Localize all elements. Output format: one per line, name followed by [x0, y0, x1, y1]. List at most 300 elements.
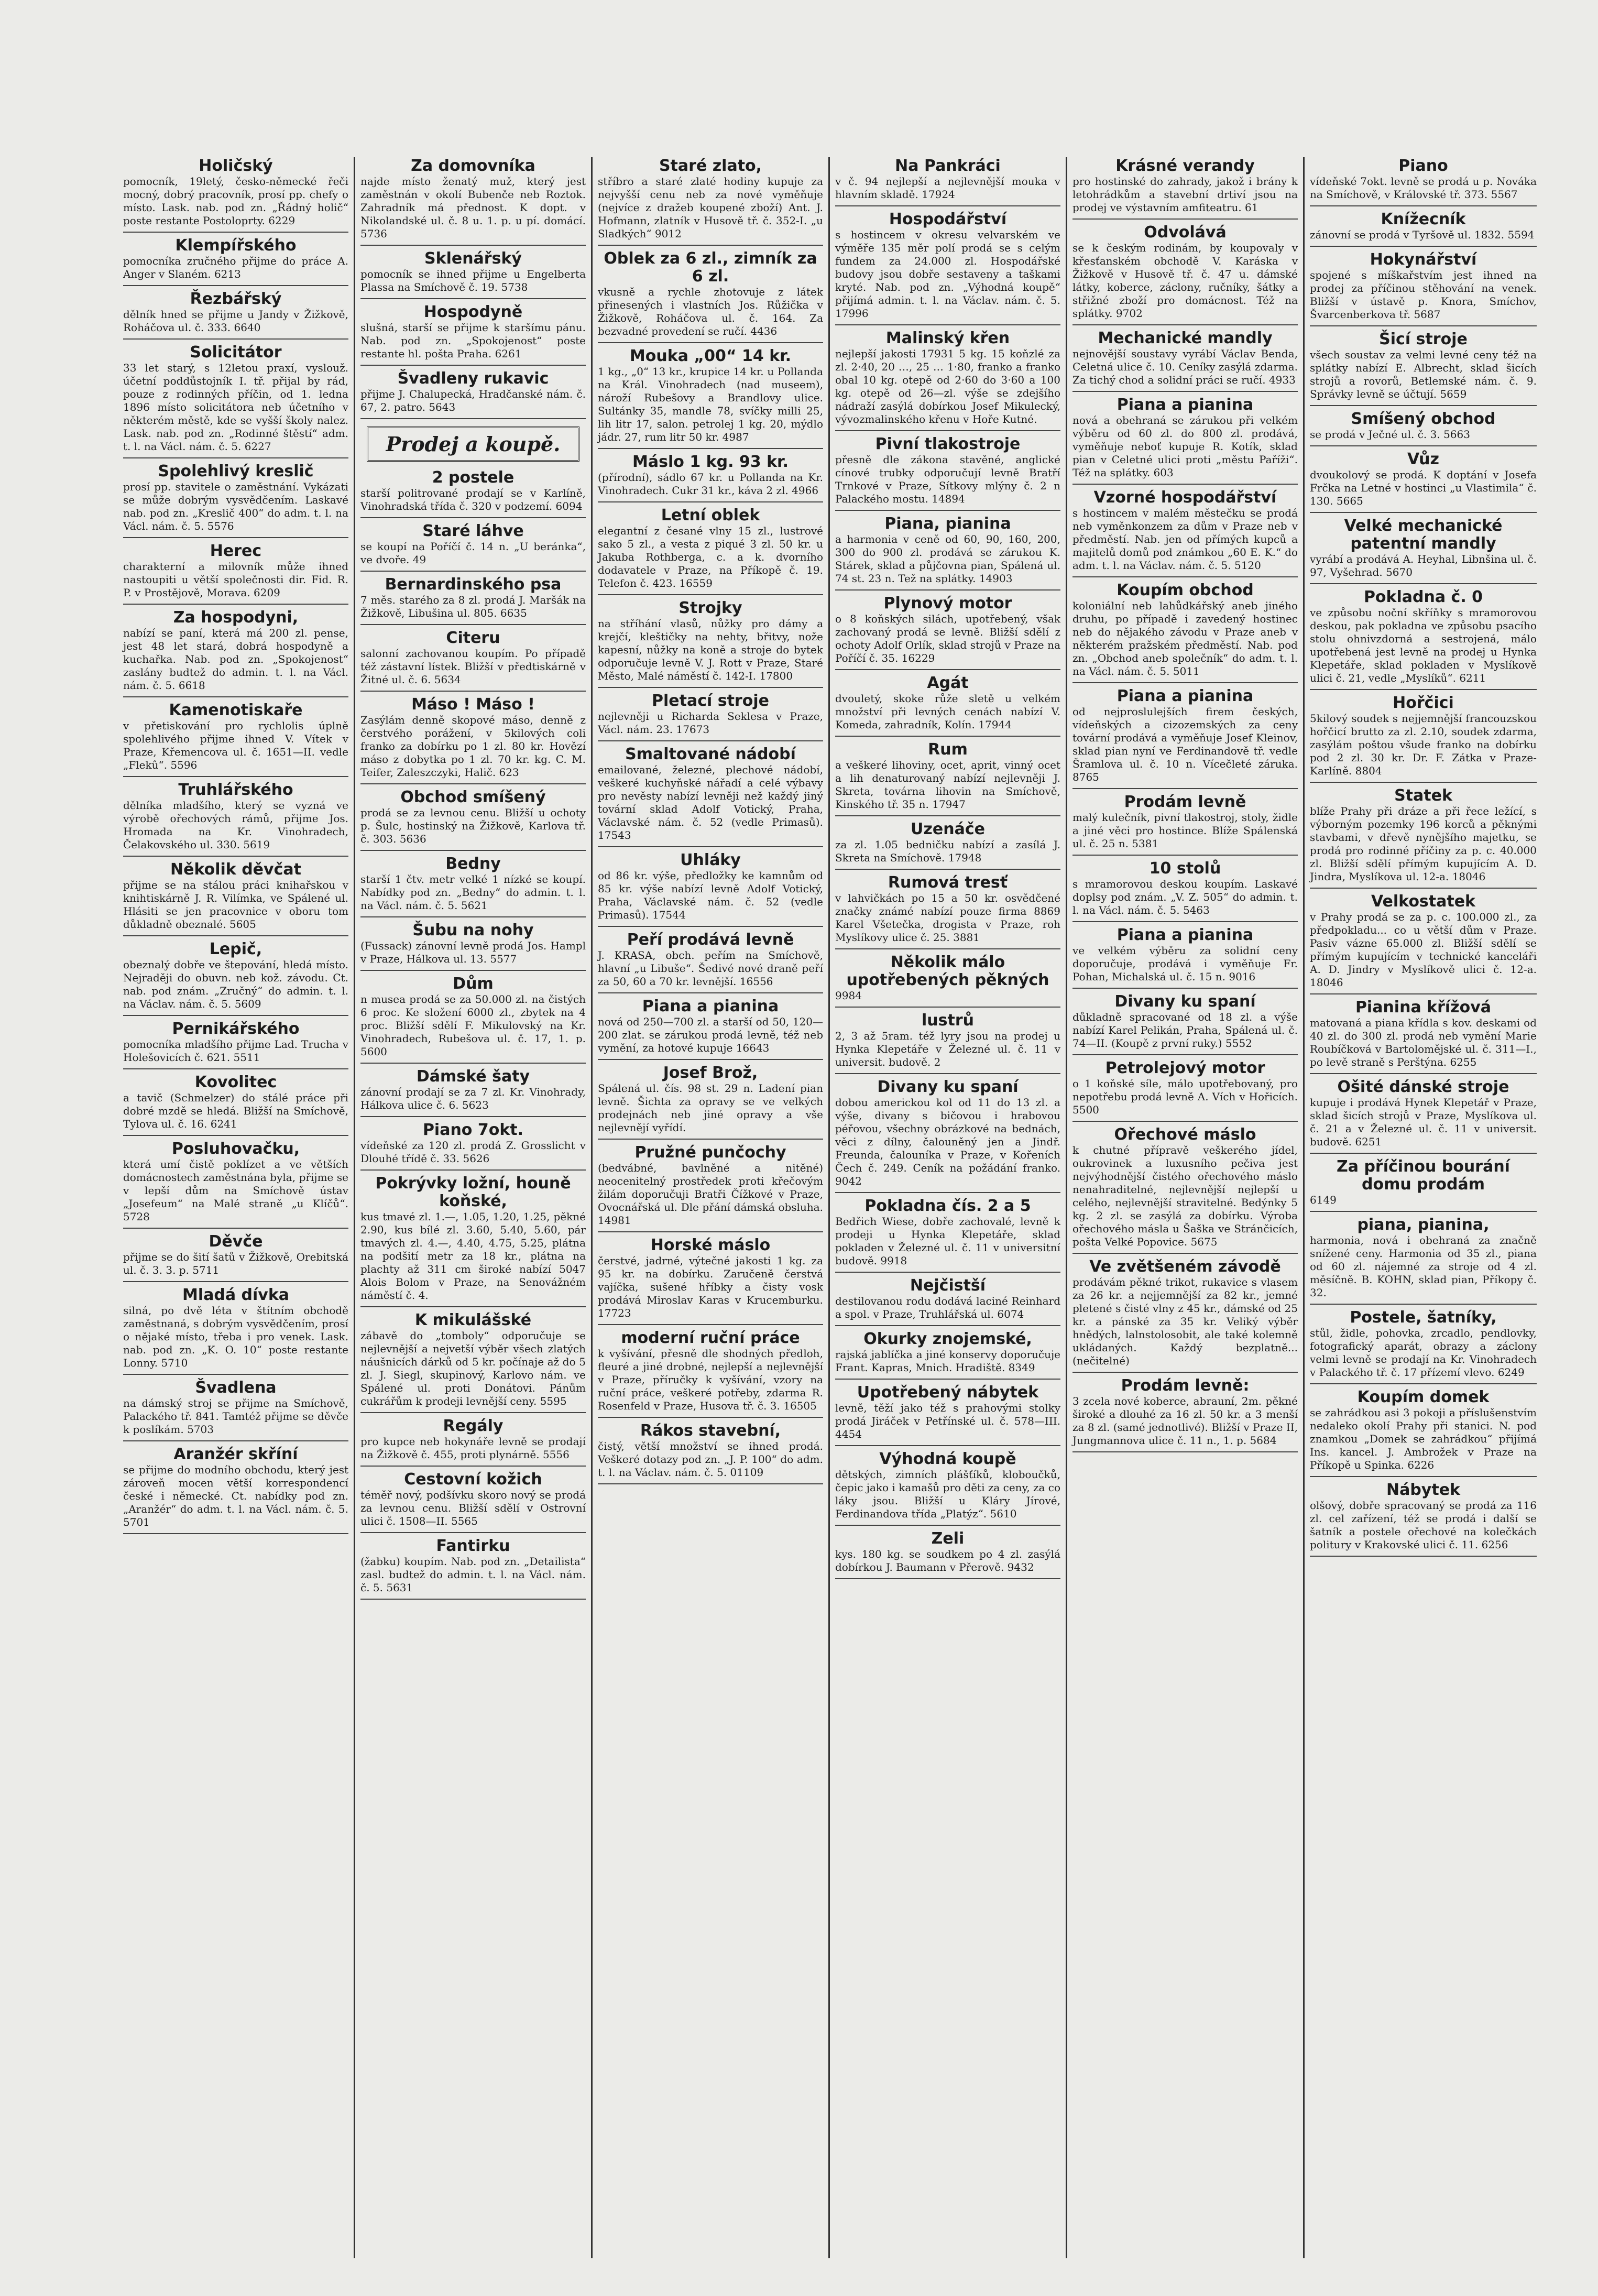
- classified-ad: [360, 576, 586, 620]
- ad-text: pro kupce neb hokynáře levně se prodají na Žižkově č. 455, proti plynárně. 5556: [360, 1435, 586, 1461]
- ad-text: Spálená ul. čís. 98 st. 29 n. Ladení pian levně. Šichta za opravy se ve velkých prodejnách neb jiné opravy a vše nejlevnějí vyřídí.: [598, 1082, 823, 1134]
- classified-ad: [598, 599, 823, 683]
- ad-text: (Fussack) zánovní levně prodá Jos. Hampl v Praze, Hálkova ul. 13. 5577: [360, 939, 586, 965]
- classified-ad: [835, 954, 1060, 1002]
- classified-ad: [835, 1330, 1060, 1374]
- ad-divider: [835, 1325, 1060, 1326]
- classified-ad: [1310, 157, 1537, 201]
- ad-heading: Regály: [443, 1417, 504, 1435]
- classified-ad: [835, 1197, 1060, 1267]
- ad-heading: Lepič,: [209, 940, 262, 958]
- ad-divider: [598, 926, 823, 927]
- classified-ad: [1072, 687, 1298, 784]
- ad-text: kys. 180 kg. se soudkem po 4 zl. zasýlá dobírkou J. Baumann v Přerově. 9432: [835, 1548, 1060, 1573]
- ad-heading: Ořechové máslo: [1114, 1125, 1256, 1144]
- ad-divider: [360, 571, 586, 572]
- ad-text: kupuje i prodává Hynek Klepetář v Praze, sklad šicích strojů v Praze, Myslíkova ul. č. 21 a v Železné ul. č. 11 v universit. budově. 6251: [1310, 1096, 1537, 1148]
- ad-divider: [1310, 782, 1537, 783]
- classified-ad: [835, 515, 1060, 585]
- ad-heading: Piano 7okt.: [422, 1121, 524, 1139]
- ad-text: spojené s míškařstvím jest ihned na prodej za příčinou stěhování na venek. Bližší v ústavě p. Knora, Smíchov, Švarcenberkova tř. 5687: [1310, 269, 1537, 321]
- ad-heading: Několik děvčat: [170, 860, 301, 879]
- ad-heading: Piana a pianina: [1117, 687, 1254, 705]
- ad-text: kus tmavé zl. 1.—, 1.05, 1.20, 1.25, pěkné 2.90, kus bílé zl. 3.60, 5.40, 5.60, pár tmavých zl. 4.—, 4.40, 4.75, 5.25, plátna na podšití metr za 18 kr., plátna na plachty až 311 cm široké nabízí 5047 Alois Bolom v Praze, na Senovážném náměstí č. 4.: [360, 1210, 586, 1302]
- ad-heading: Ošité dánské stroje: [1337, 1078, 1509, 1096]
- ad-text: pomocník, 19letý, česko-německé řeči mocný, dobrý pracovník, prosí pp. chefy o místo. Lask. nab. pod zn. „Řádný holič“ poste restante Postoloprty. 6229: [123, 175, 348, 227]
- column-4: [830, 157, 1067, 2258]
- ad-divider: [1310, 689, 1537, 690]
- ad-text: všech soustav za velmi levné ceny též na splátky nabízí E. Albrecht, sklad šicích strojů a rovorů, Betlemské nám. č. 9. Správky levně se účtují. 5659: [1310, 348, 1537, 400]
- classified-ad: [835, 595, 1060, 665]
- ad-text: 9984: [835, 989, 862, 1002]
- ad-divider: [1072, 855, 1298, 856]
- ad-divider: [835, 430, 1060, 431]
- ad-text: 3 zcela nové koberce, abrauní, 2m. pěkné široké a dlouhé za 16 zl. 50 kr. a 3 menší za 8 zl. (samé jednotlivé). Bližší v Praze II, Jungmannova ulice č. 11 n., 1. p. 5684: [1072, 1395, 1298, 1447]
- ad-heading: Za domovníka: [411, 157, 535, 175]
- ad-divider: [1310, 1476, 1537, 1477]
- classified-ad: [1310, 999, 1537, 1069]
- ad-divider: [360, 1116, 586, 1117]
- classified-ad: [1310, 1078, 1537, 1149]
- ad-text: s hostincem v okresu velvarském ve výměře 135 měr polí prodá se s celým fundem za 24.000 zl. Hospodářské budovy jsou dobře sestaveny a taškami kryté. Nab. pod zn. „Výhodná koupě“ přijímá admin. t. l. na Václav. nám. č. 5. 17996: [835, 228, 1060, 320]
- ad-heading: Josef Brož,: [663, 1064, 758, 1082]
- classified-ad: [360, 250, 586, 294]
- classified-ad: [360, 855, 586, 912]
- ad-text: slušná, starší se přijme k staršímu pánu. Nab. pod zn. „Spokojenost“ poste restante hl. pošta Praha. 6261: [360, 321, 586, 360]
- classified-ad: [835, 1450, 1060, 1521]
- ad-text: 6149: [1310, 1194, 1337, 1206]
- ad-divider: [360, 1412, 586, 1413]
- ad-divider: [1072, 1121, 1298, 1122]
- ad-divider: [835, 1272, 1060, 1273]
- ad-divider: [1072, 218, 1298, 220]
- classified-ad: [1310, 893, 1537, 989]
- ad-text: přesně dle zákona stavěné, anglické cínové trubky odporučují levně Bratří Trnkové v Praze, Sítkovy mlýny č. 2 n Palackého mostu. 14894: [835, 453, 1060, 505]
- ad-heading: Šicí stroje: [1379, 330, 1468, 348]
- classified-ad: [123, 1074, 348, 1131]
- ad-divider: [835, 815, 1060, 816]
- classified-ad: [598, 1237, 823, 1320]
- ad-text: destilovanou rodu dodává laciné Reinhard a spol. v Praze, Truhlářská ul. 6074: [835, 1295, 1060, 1320]
- ad-text: nejlevněji u Richarda Seklesa v Praze, Václ. nám. 23. 17673: [598, 710, 823, 736]
- ad-heading: Zeli: [931, 1529, 965, 1548]
- classified-ad: [1310, 1158, 1537, 1207]
- classified-ad: [123, 1140, 348, 1223]
- ad-heading: Pružné punčochy: [634, 1143, 786, 1162]
- ad-text: silná, po dvě léta v štítním obchodě zaměstnaná, s dobrým vysvědčením, prosí o nějaké místo, třeba i pro venek. Lask. nab. pod zn. „K. O. 10“ poste restante Lonny. 5710: [123, 1304, 348, 1369]
- classified-ad: [835, 435, 1060, 506]
- ad-divider: [1310, 512, 1537, 513]
- ad-heading: Mladá dívka: [182, 1286, 290, 1304]
- ad-divider: [598, 1139, 823, 1140]
- ad-heading: Uhláky: [680, 851, 741, 869]
- classified-ad: [360, 522, 586, 566]
- ad-heading: Za příčinou bourání domu prodám: [1337, 1157, 1510, 1194]
- newspaper-page: [118, 157, 1585, 2258]
- ad-divider: [360, 418, 586, 419]
- ad-heading: K mikulášské: [414, 1311, 532, 1329]
- ad-text: vyrábí a prodává A. Heyhal, Libnšina ul. č. 97, Vyšehrad. 5670: [1310, 553, 1537, 578]
- ad-text: starší 1 čtv. metr velké 1 nízké se koupí. Nabídky pod zn. „Bedny“ do admin. t. l. na Václ. nám. č. 5. 5621: [360, 873, 586, 912]
- classified-ad: [123, 941, 348, 1011]
- ad-text: nová od 250—700 zl. a starší od 50, 120—200 zlat. se zárukou prodá levně, též neb vymění, za hotové kupuje 16643: [598, 1015, 823, 1054]
- ad-heading: Smíšený obchod: [1351, 410, 1496, 428]
- classified-ad: [598, 998, 823, 1055]
- ad-text: na stříhání vlasů, nůžky pro dámy a krejčí, kleštičky na nehty, břitvy, nože kapesní, nůžky na koně a stroje do bytek odporučuje levně V. J. Rott v Praze, Staré Město, Malé náměstí č. 142-I. 17800: [598, 617, 823, 682]
- ad-text: (přírodní), sádlo 67 kr. u Pollanda na Kr. Vinohradech. Cukr 31 kr., káva 2 zl. 4966: [598, 471, 823, 497]
- ad-heading: Obchod smíšený: [400, 788, 546, 806]
- classified-ad: [1072, 157, 1298, 214]
- ad-text: n musea prodá se za 50.000 zl. na čistých 6 proc. Ke složení 6000 zl., zbytek na 4 proc. Bližší sdělí F. Mikulovský na Kr. Vinohradech, Rubešova ul. č. 17, 1. p. 5600: [360, 993, 586, 1058]
- ad-heading: Prodám levně:: [1121, 1376, 1250, 1395]
- ad-heading: Dámské šaty: [416, 1067, 530, 1086]
- ad-text: na dámský stroj se přijme na Smíchově, Palackého tř. 841. Tamtéž přijme se děvče k poslíkám. 5703: [123, 1397, 348, 1436]
- ad-text: 7 měs. starého za 8 zl. prodá J. Maršák na Žižkově, Libušina ul. 805. 6635: [360, 594, 586, 619]
- ad-divider: [1310, 205, 1537, 206]
- classified-ad: [1072, 1377, 1298, 1447]
- classified-ad: [835, 330, 1060, 426]
- classified-ad: [123, 861, 348, 931]
- ad-heading: Prodám levně: [1124, 793, 1246, 811]
- ad-divider: [835, 205, 1060, 206]
- ad-text: dobou americkou kol od 11 do 13 zl. a výše, divany s bičovou i hrabovou péřovou, všechny obrázkové na bednách, věci z dílny, čalouněný jen a Jindř. Freunda, čalouníka v Praze, v Kořeních Čech č. 249. Ceník na požádání franko. 9042: [835, 1096, 1060, 1187]
- classified-ad: [1310, 451, 1537, 508]
- classified-ad: [835, 211, 1060, 320]
- ad-divider: [123, 1228, 348, 1229]
- classified-ad: [1310, 1481, 1537, 1551]
- ad-heading: Koupím obchod: [1117, 581, 1254, 599]
- ad-divider: [1310, 1556, 1537, 1557]
- ad-divider: [835, 869, 1060, 870]
- ad-divider: [1072, 1253, 1298, 1254]
- ad-text: čerstvé, jadrné, výtečné jakosti 1 kg. za 95 kr. na dobírku. Zaručeně čerstvá vajíčka, sušené hříbky a čisty vosk prodává Miroslav Karas v Krucemburku. 17723: [598, 1254, 823, 1319]
- ad-heading: Krásné verandy: [1115, 157, 1255, 175]
- ad-heading: Bedny: [445, 855, 501, 873]
- ad-divider: [598, 1324, 823, 1325]
- ad-text: dělníka mladšího, který se vyzná ve výrobě ořechových rámů, přijme Jos. Hromada na Kr. Vinohradech, Čelakovského ul. 330. 5619: [123, 799, 348, 851]
- ad-text: J. KRASA, obch. peřím na Smíchově, hlavní „u Libuše“. Šedivé nové draně peří za 50, 60 a 70 kr. levnější. 16556: [598, 949, 823, 988]
- ad-heading: Hořčici: [1393, 694, 1454, 712]
- classified-ad: [598, 931, 823, 988]
- classified-ad: [598, 453, 823, 497]
- ad-heading: Klempířského: [175, 236, 297, 255]
- ad-text: zánovní prodají se za 7 zl. Kr. Vinohrady, Hálkova ulice č. 6. 5623: [360, 1086, 586, 1111]
- ad-divider: [123, 537, 348, 538]
- ad-divider: [598, 448, 823, 449]
- ad-heading: Letní oblek: [661, 506, 760, 524]
- ad-text: charakterní a milovník může ihned nastoupiti u větší společnosti dir. Fid. R. P. v Prostějově, Morava. 6209: [123, 560, 348, 599]
- ad-divider: [123, 856, 348, 857]
- ad-divider: [360, 850, 586, 851]
- classified-ad: [1072, 860, 1298, 917]
- ad-heading: Plynový motor: [883, 594, 1012, 613]
- classified-ad: [598, 1144, 823, 1227]
- ad-text: od nejproslulejších firem českých, vídeňských a cizozemských za ceny tovární prodává a vyměňuje Josef Kleinov, sklad pian nyní ve Ferdinandově tř. vedle Šramlova ul. č. 10 n. Vícečleté záruka. 8765: [1072, 705, 1298, 783]
- ad-heading: Bernardinského psa: [385, 575, 562, 594]
- ad-heading: Holičský: [199, 157, 273, 175]
- ad-text: se koupí na Poříčí č. 14 n. „U beránka“, ve dvoře. 49: [360, 540, 586, 566]
- ad-divider: [123, 285, 348, 286]
- ad-heading: Nejčistší: [910, 1276, 986, 1295]
- ad-text: s mramorovou deskou koupím. Laskavé doplsy pod znám. „V. Z. 505“ do admin. t. l. na Václ. nám. č. 5. 5463: [1072, 878, 1298, 916]
- ad-heading: Divany ku spaní: [1114, 992, 1256, 1011]
- ad-text: zánovní se prodá v Tyršově ul. 1832. 5594: [1310, 228, 1535, 241]
- section-banner: Prodej a koupě.: [367, 427, 579, 462]
- ad-text: 5kilový soudek s nejjemnější francouzskou hořčicí brutto za zl. 2.10, soudek zdarma, zasýlám poštou všude franko na dobírku pod 2 zl. 30 kr. Dr. F. Zátka v Praze-Karlíně. 8804: [1310, 712, 1537, 777]
- classified-ad: [1072, 582, 1298, 678]
- classified-ad: [1072, 1059, 1298, 1117]
- ad-text: stříbro a staré zlaté hodiny kupuje za nejvyšší cenu neb za nové vyměňuje (nejvíce z dražeb koupené zboží) Ant. J. Hofmann, zlatník v Husově tř. č. 352-I. „u Sladkých“ 9012: [598, 175, 823, 240]
- classified-ad: [598, 692, 823, 736]
- ad-text: a veškeré lihoviny, ocet, aprit, vinný ocet a lih denaturovaný nabízí nejlevněji J. Skreta, továrna lihovin na Smíchově, Kinského tř. 35 n. 17947: [835, 759, 1060, 811]
- ad-text: koloniální neb lahůdkářský aneb jiného druhu, po případě i zavedený hostinec neb do nějakého závodu v Praze aneb v některém pražském předměstí. Nab. pod zn. „Obchod aneb společník“ do adm. t. l. na Václ. nám. č. 5. 5011: [1072, 599, 1298, 677]
- ad-text: najde místo ženatý muž, který jest zaměstnán v okolí Bubenče neb Roztok. Zahradník má přednost. K dopt. v Nikolandské ul. č. 8 u. 1. p. u pí. domácí. 5736: [360, 175, 586, 240]
- classified-ad: [598, 507, 823, 590]
- ad-divider: [835, 736, 1060, 737]
- classified-ad: [360, 1471, 586, 1528]
- ad-divider: [123, 1374, 348, 1375]
- ad-divider: [1310, 325, 1537, 326]
- ad-text: se prodá v Ječné ul. č. 3. 5663: [1310, 428, 1470, 441]
- ad-divider: [1310, 1304, 1537, 1305]
- ad-heading: Vzorné hospodářství: [1093, 488, 1277, 507]
- classified-ad: [123, 237, 348, 281]
- ad-heading: Aranžér skříní: [173, 1445, 298, 1463]
- ad-heading: Strojky: [678, 599, 742, 617]
- ad-text: o 8 koňských silách, upotřebený, však zachovaný prodá se levně. Bližší sdělí z ochoty Adolf Orlík, sklad strojů v Praze na Poříčí č. 35. 16229: [835, 613, 1060, 664]
- ad-divider: [598, 1483, 823, 1484]
- ad-heading: Velké mechanické patentní mandly: [1344, 517, 1503, 553]
- ad-divider: [1072, 921, 1298, 922]
- ad-divider: [1310, 583, 1537, 584]
- ad-heading: Máso ! Máso !: [411, 695, 535, 714]
- classified-ad: [360, 975, 586, 1058]
- ad-heading: Solicitátor: [190, 343, 282, 362]
- ad-text: blíže Prahy při dráze a při řece ležící, s výborným pozemky 196 korců a pěknými stavbami, v dřevě nynějšího majetku, se prodá pro rodinné příčiny za p. c. 40.000 zl. Bližší sdělí přímým kupujícím A. D. Jindra, Myslíkova ul. 12-a. 18046: [1310, 805, 1537, 883]
- ad-heading: Upotřebený nábytek: [857, 1383, 1039, 1402]
- classified-ad: [360, 1121, 586, 1165]
- classified-ad: [1310, 694, 1537, 778]
- ad-heading: Mechanické mandly: [1098, 329, 1273, 347]
- ad-text: 1 kg., „0“ 13 kr., krupice 14 kr. u Pollanda na Král. Vinohradech (nad museem), nároží Rubešovy a Brandlovy ulice. Sultánky 35, mandle 78, svíčky milli 25, lih litr 17, salon. petrolej 1 kg. 20, mýdlo jádr. 27, rum litr 50 kr. 4987: [598, 365, 823, 443]
- column-2: [355, 157, 593, 2258]
- ad-divider: [835, 1379, 1060, 1380]
- ad-text: přijme J. Chalupecká, Hradčanské nám. č. 67, 2. patro. 5643: [360, 388, 586, 413]
- ad-divider: [598, 992, 823, 993]
- ad-heading: Pivní tlakostroje: [875, 435, 1021, 453]
- ad-text: vkusně a rychle zhotovuje z látek přinesených i vlastních Jos. Růžička v Žižkově, Roháčova ul. č. 164. Za bezvadné provedení se ručí. 4436: [598, 286, 823, 337]
- ad-text: harmonia, nová i obehraná za značně snížené ceny. Harmonia od 35 zl., piana od 60 zl. nájemné za stroje od 4 zl. měsíčně. B. KOHN, sklad pian, Příkopy č. 32.: [1310, 1234, 1537, 1299]
- ad-divider: [360, 1532, 586, 1533]
- ad-text: prosí pp. stavitele o zaměstnání. Vykázati se může dobrým vysvědčením. Laskavé nab. pod zn. „Kreslič 400“ do adm. t. l. na Václ. nám. č. 5. 5576: [123, 480, 348, 532]
- ad-text: prodá se za levnou cenu. Bližší u ochoty p. Šulc, hostinský na Žižkově, Karlova tř. č. 303. 5636: [360, 806, 586, 845]
- ad-divider: [598, 594, 823, 595]
- classified-ad: [835, 741, 1060, 811]
- ad-heading: Pletací stroje: [652, 692, 769, 710]
- ad-divider: [360, 691, 586, 692]
- ad-heading: Ve zvětšeném závodě: [1089, 1258, 1281, 1276]
- ad-text: levně, těží jako též s prahovými stolky prodá Jiráček v Petřínské ul. č. 578—III. 4454: [835, 1402, 1060, 1440]
- ad-heading: Za hospodyni,: [173, 608, 299, 627]
- ad-text: se zahrádkou asi 3 pokoji a příslušenstvím nedaleko okolí Prahy při stanici. N. pod znamkou „Domek se zahrádkou“ přijímá Ins. kancel. J. Ambrožek v Praze na Příkopě u Spinka. 6226: [1310, 1406, 1537, 1471]
- classified-ad: [835, 1078, 1060, 1188]
- classified-ad: [835, 874, 1060, 944]
- ad-heading: Vůz: [1407, 450, 1439, 468]
- ad-heading: Dům: [453, 975, 494, 993]
- ad-divider: [835, 1073, 1060, 1074]
- ad-divider: [360, 624, 586, 625]
- ad-heading: Cestovní kožich: [404, 1470, 542, 1489]
- classified-ad: [1310, 588, 1537, 685]
- ad-divider: [360, 245, 586, 246]
- classified-ad: [598, 1329, 823, 1413]
- ad-divider: [360, 1169, 586, 1171]
- ad-heading: moderní ruční práce: [621, 1329, 800, 1347]
- ad-divider: [598, 501, 823, 502]
- ad-text: pro hostinské do zahrady, jakož i brány k letohrádkům a stavební drtiví jsou na prodej ve výstavním amfiteatru. 61: [1072, 175, 1298, 214]
- ad-text: Zasýlám denně skopové máso, denně z čerstvého porážení, v 5kilových coli franko za dobírku po 1 zl. 80 kr. Hovězí máso z dobytka po 1 zl. 70 kr. kg. C. M. Teifer, Zaleszczyki, Halič. 623: [360, 714, 586, 779]
- ad-divider: [360, 1599, 586, 1600]
- ad-text: pomocníka mladšího přijme Lad. Trucha v Holešovicích č. 621. 5511: [123, 1038, 348, 1064]
- ad-divider: [360, 1306, 586, 1307]
- classified-ad: [1072, 993, 1298, 1050]
- classified-ad: [360, 1068, 586, 1112]
- ad-divider: [1072, 1054, 1298, 1055]
- ad-text: o 1 koňské síle, málo upotřebovaný, pro nepotřebu prodá levně A. Vích v Hořicích. 5500: [1072, 1077, 1298, 1116]
- classified-ad: [123, 1446, 348, 1529]
- ad-divider: [1072, 484, 1298, 485]
- ad-text: k chutné přípravě veškerého jídel, oukrovinek a luxusního pečiva jest nejvýhodnější čistého ořechového máslo nenahraditelné, nejlevnější nejlepší u celého, nejlevnější stravitelné. Bedýnky 5 kg. 2 zl. se zasýlá za dobírku. Výroba ořechového másla u Šaška ve Stránčicích, pošta Velké Popovice. 5675: [1072, 1144, 1298, 1248]
- ad-text: přijme se do šití šatů v Žižkově, Orebitská ul. č. 3. 3. p. 5711: [123, 1251, 348, 1276]
- ad-text: malý kulečník, pivní tlakostroj, stoly, židle a jiné věci pro hostince. Blíže Spálenská ul. č. 25 n. 5381: [1072, 811, 1298, 850]
- ad-divider: [598, 245, 823, 246]
- ad-divider: [835, 324, 1060, 325]
- ad-heading: Švadleny rukavic: [397, 369, 549, 388]
- ad-text: Bedřich Wiese, dobře zachovalé, levně k prodeji u Hynka Klepetáře, sklad pokladen v Železné ul. č. 11 v universitní budově. 9918: [835, 1215, 1060, 1267]
- ad-divider: [123, 1533, 348, 1534]
- ad-heading: Uzenáče: [911, 820, 985, 838]
- classified-ad: [360, 629, 586, 686]
- ad-heading: Kamenotiskaře: [169, 701, 303, 719]
- ad-divider: [123, 1440, 348, 1441]
- classified-ad: [1310, 211, 1537, 242]
- ad-divider: [123, 232, 348, 233]
- ad-heading: Odvolává: [1144, 223, 1227, 242]
- classified-ad: [123, 781, 348, 851]
- ad-heading: Spolehlivý kreslič: [158, 462, 314, 480]
- ad-divider: [123, 776, 348, 777]
- ad-text: dvoukolový se prodá. K doptání v Josefa Frčka na Letné v hostinci „u Vlastimila“ č. 130. 5665: [1310, 468, 1537, 507]
- ad-divider: [1072, 1451, 1298, 1452]
- classified-ad: [598, 851, 823, 922]
- classified-ad: [1310, 517, 1537, 579]
- ad-divider: [360, 970, 586, 971]
- ad-text: elegantní z česané vlny 15 zl., lustrové sako 5 zl., a vesta z piqué 3 zl. 50 kr. u Jakuba Rothberga, c. a k. dvorního dodavatele v Praze, na Příkopě č. 19. Telefon č. 423. 16559: [598, 524, 823, 589]
- ad-text: ve velkém výběru za solidní ceny doporučuje, prodává i vyměňuje Fr. Pohan, Michalská ul. č. 15 n. 9016: [1072, 944, 1298, 983]
- ad-heading: Okurky znojemské,: [863, 1330, 1032, 1348]
- ad-heading: Statek: [1394, 786, 1452, 805]
- classified-ad: [1072, 926, 1298, 983]
- ad-divider: [835, 510, 1060, 511]
- classified-ad: [835, 674, 1060, 731]
- ad-divider: [835, 1445, 1060, 1446]
- ad-heading: Nábytek: [1386, 1481, 1461, 1499]
- ad-heading: Na Pankráci: [895, 157, 1001, 175]
- classified-ad: [1072, 793, 1298, 850]
- ad-divider: [123, 935, 348, 936]
- ad-divider: [1310, 405, 1537, 406]
- ad-text: vídeňské 7okt. levně se prodá u p. Nováka na Smíchově, v Královské tř. 373. 5567: [1310, 175, 1537, 201]
- ad-text: čistý, větší množství se ihned prodá. Veškeré dotazy pod zn. „J. P. 100“ do adm. t. l. na Václav. nám. č. 5. 01109: [598, 1440, 823, 1479]
- ad-text: emailované, železné, plechové nádobí, veškeré kuchyňské nářadí a celé výbavy pro nevěsty nabízí levněji než každý jiný tovární sklad Adolf Votický, Praha, Václavské nám. č. 52 (vedle Primasů). 17543: [598, 763, 823, 841]
- ad-heading: Smaltované nádobí: [625, 745, 796, 763]
- classified-ad: [123, 609, 348, 692]
- ad-heading: Pernikářského: [172, 1020, 300, 1038]
- classified-ad: [835, 821, 1060, 865]
- classified-ad: [123, 1379, 348, 1436]
- ad-text: v přetiskování pro rychlolis úplně spolehlivého přijme ihned V. Vítek v Praze, Křemencova ul. č. 1651—II. vedle „Flekû“. 5596: [123, 719, 348, 771]
- ad-text: starší politrované prodají se v Karlíně, Vinohradská třída č. 320 v podzemí. 6094: [360, 487, 586, 512]
- ad-heading: Šubu na nohy: [412, 921, 534, 939]
- ad-heading: Rumová tresť: [888, 873, 1008, 892]
- classified-ad: [123, 1020, 348, 1064]
- classified-ad: [1310, 1309, 1537, 1379]
- ad-divider: [360, 783, 586, 784]
- classified-ad: [598, 1422, 823, 1479]
- ad-heading: Divany ku spaní: [877, 1078, 1019, 1096]
- ad-divider: [1072, 1372, 1298, 1373]
- ad-heading: Mouka „00“ 14 kr.: [629, 347, 792, 365]
- classified-ad: [360, 469, 586, 513]
- ad-heading: Piana a pianina: [1117, 396, 1254, 414]
- classified-ad: [123, 702, 348, 772]
- ad-divider: [835, 1525, 1060, 1526]
- classified-ad: [835, 1530, 1060, 1574]
- ad-divider: [123, 338, 348, 340]
- ad-heading: Rákos stavební,: [640, 1422, 781, 1440]
- ad-divider: [1072, 788, 1298, 789]
- ad-heading: Koupím domek: [1357, 1388, 1490, 1406]
- ad-heading: Kovolitec: [194, 1073, 277, 1091]
- column-3: [593, 157, 830, 2258]
- classified-ad: [598, 347, 823, 444]
- ad-text: k vyšívání, přesně dle shodných předloh, fleuré a jiné drobné, nejlepší a nejlevnější v Praze, příručky k vyšívání, vzory na ruční práce, veškeré potřeby, zdarma R. Rosenfeld v Praze, Husova tř. č. 3. 16505: [598, 1347, 823, 1412]
- ad-divider: [1310, 246, 1537, 247]
- ad-text: nabízí se paní, která má 200 zl. pense, jest 48 let stará, dobrá hospodyně a kuchařka. Nab. pod zn. „Spokojenost“ zaslány budtež do admin. t. l. na Václ. nám. č. 5. 6618: [123, 627, 348, 692]
- ad-text: ve způsobu noční skříňky s mramorovou deskou, pak pokladna ve způsobu psacího stolu ohnivzdorná a sestrojená, málo upotřebená jest levně na prodej u Hynka Klepetáře, sklad pokladen v Myslíkově ulici č. 21, vedle „Myslíků“. 6211: [1310, 606, 1537, 684]
- ad-heading: Piano: [1398, 157, 1448, 175]
- ad-divider: [835, 1007, 1060, 1008]
- ad-text: pomocníka zručného přijme do práce A. Anger v Slaném. 6213: [123, 255, 348, 280]
- ad-text: se přijme do modního obchodu, který jest zároveň mocen větší korrespondencí české i německé. Ct. nabídky pod zn. „Aranžér“ do adm. t. l. na Václ. nám. č. 5. 5701: [123, 1463, 348, 1528]
- ad-text: nejnovější soustavy vyrábí Václav Benda, Celetná ulice č. 10. Ceníky zasýlá zdarma. Za tichý chod a solidní práci se ručí. 4933: [1072, 347, 1298, 386]
- ad-heading: piana, pianina,: [1357, 1216, 1490, 1234]
- ad-heading: Peří prodává levně: [627, 931, 794, 949]
- ad-divider: [598, 687, 823, 688]
- classified-ad: [598, 746, 823, 842]
- classified-ad: [360, 303, 586, 360]
- ad-heading: Postele, šatníky,: [1350, 1308, 1497, 1327]
- classified-ad: [1310, 251, 1537, 321]
- classified-ad: [1310, 1216, 1537, 1299]
- ad-heading: Knížecník: [1381, 210, 1466, 228]
- ad-divider: [598, 342, 823, 343]
- ad-text: a tavič (Schmelzer) do stálé práce při dobré mzdě se hledá. Bližší na Smíchově, Tylova ul. č. 16. 6241: [123, 1091, 348, 1130]
- ad-text: za zl. 1.05 bedničku nabízí a zasílá J. Skreta na Smíchově. 17948: [835, 838, 1060, 864]
- classified-ad: [123, 344, 348, 453]
- ad-heading: Petrolejový motor: [1105, 1059, 1265, 1077]
- ad-heading: 2 postele: [432, 468, 515, 487]
